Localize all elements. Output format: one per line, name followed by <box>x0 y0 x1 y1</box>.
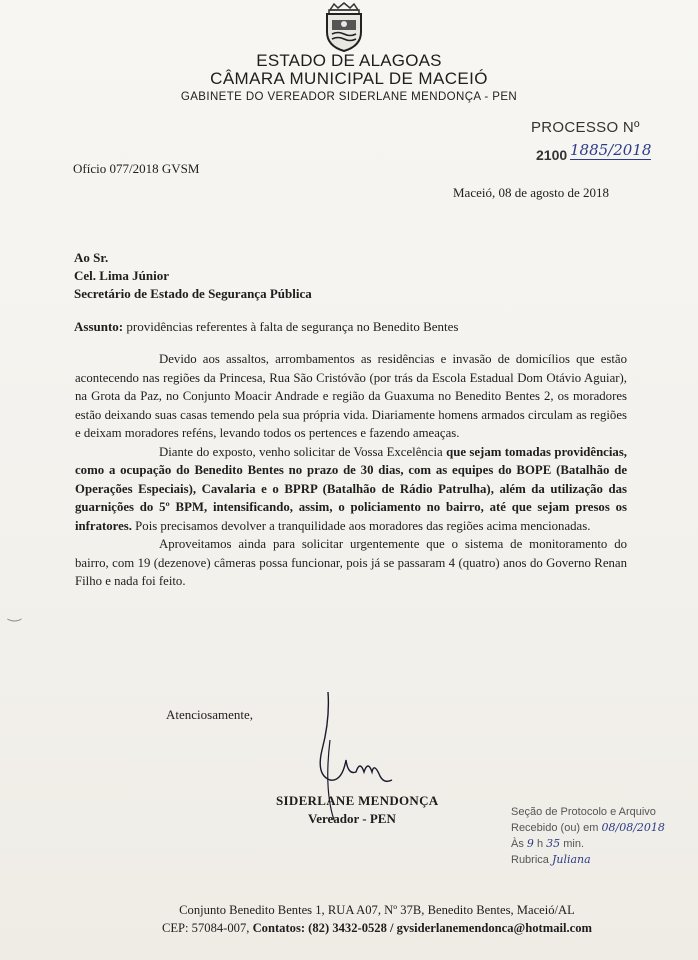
recipient-name: Cel. Lima Júnior <box>74 268 169 283</box>
stamp-time <box>511 836 665 852</box>
stamp-time-as: Às <box>511 838 524 850</box>
stamp-received-label: Recebido (ou) em <box>511 822 599 834</box>
subject-label: Assunto: <box>74 319 124 334</box>
letterhead-state: ESTADO DE ALAGOAS <box>256 51 442 70</box>
paragraph-1: Devido aos assaltos, arrombamentos as residências e invasão de domicílios que estão acontecendo nas regiões da Princesa, Rua São Cristóvão (por trás da Escola Estadual Dom Otávio Aguiar), na Grota da Paz, no Conjunto Moacir Andrade e região da Guaxuma no Benedito Bentes 2, os moradores estão deixando suas casas temendo pela sua própria vida. Diariamente homens armados circulam as regiões e deixam moradores reféns, levando todos os pertences e fazendo ameaças. <box>75 352 627 440</box>
paragraph-2-end: Pois precisamos devolver a tranquilidade aos moradores das regiões acima mencionadas. <box>131 518 591 533</box>
margin-mark: ‿ <box>8 605 21 622</box>
protocol-stamp <box>511 805 665 868</box>
stamp-rubrica <box>511 852 665 868</box>
letter-date: Maceió, 08 de agosto de 2018 <box>453 185 609 200</box>
processo-label: PROCESSO Nº <box>531 119 640 136</box>
oficio-number: Ofício 077/2018 GVSM <box>73 161 200 176</box>
stamp-title: Seção de Protocolo e Arquivo <box>511 806 656 818</box>
paragraph-3: Aproveitamos ainda para solicitar urgentemente que o sistema de monitoramento do bairro, com 19 (dezenove) câmeras possa funcionar, pois já se passaram 4 (quatro) anos do Governo Renan Filho e nada foi feito. <box>75 537 627 588</box>
stamp-time-min: min. <box>563 838 584 850</box>
stamp-rubrica-label: Rubrica <box>511 854 549 866</box>
footer-contact-info: Contatos: (82) 3432-0528 / gvsiderlanemendonca@hotmail.com <box>252 921 593 935</box>
signatory-name: SIDERLANE MENDONÇA <box>276 793 439 808</box>
paragraph-2 <box>75 443 627 536</box>
closing-salutation: Atenciosamente, <box>166 707 253 722</box>
stamp-rubrica-signature: Juliana <box>551 853 591 866</box>
subject-text: providências referentes à falta de segurança no Benedito Bentes <box>126 319 459 334</box>
letterhead-chamber: CÂMARA MUNICIPAL DE MACEIÓ <box>210 69 488 88</box>
stamp-minute-value: 35 <box>546 837 561 850</box>
letter-body <box>75 350 627 591</box>
footer-address: Conjunto Benedito Bentes 1, RUA A07, Nº 37B, Benedito Bentes, Maceió/AL <box>179 903 575 917</box>
stamp-time-h: h <box>536 838 544 850</box>
signatory-role: Vereador - PEN <box>308 811 396 826</box>
stamp-received <box>511 820 665 836</box>
subject-line <box>74 319 458 335</box>
footer-contacts <box>0 921 698 936</box>
stamp-received-date: 08/08/2018 <box>601 821 665 834</box>
paragraph-2-start: Diante do exposto, venho solicitar de Vossa Excelência <box>159 444 447 459</box>
coat-of-arms-icon <box>320 2 368 52</box>
processo-number: 2100 <box>536 147 568 163</box>
recipient-title: Secretário de Estado de Segurança Pública <box>74 286 312 301</box>
recipient-salutation: Ao Sr. <box>74 250 109 265</box>
footer-cep: CEP: 57084-007, <box>161 921 253 935</box>
paragraph-2-request: que sejam tomadas providências, como a ocupação do Benedito Bentes no prazo de 30 dias, com as equipes do BOPE (Batalhão de Operações Especiais), Cavalaria e o BPRP (Batalhão de Rádio Patrulha), além da utilização das guarnições do 5º BPM, intensificando, assim, o policiamento no bairro, até que sejam presos os infratores. <box>75 444 627 533</box>
processo-handwritten-number: 1885/2018 <box>570 141 652 159</box>
stamp-hour-value: 9 <box>526 837 534 850</box>
letterhead-office: GABINETE DO VEREADOR SIDERLANE MENDONÇA - PEN <box>180 91 518 103</box>
